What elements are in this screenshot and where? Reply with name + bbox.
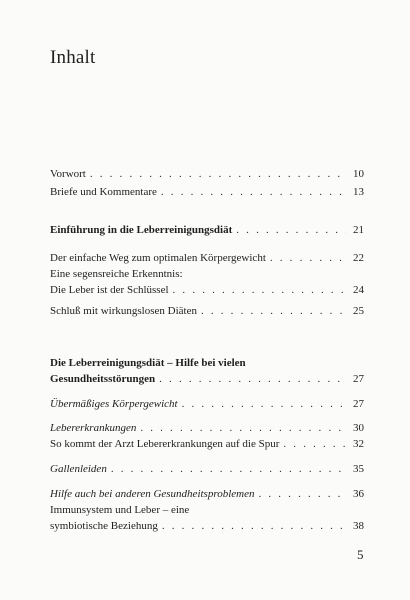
dot-leader [90, 166, 346, 182]
dot-leader [159, 371, 346, 387]
toc-entry-title: Vorwort [50, 168, 86, 180]
toc-section-title: Gesundheitsstörungen [50, 373, 156, 385]
toc-entry-briefe[interactable] [50, 184, 364, 200]
toc-entry-page: 32 [353, 438, 364, 450]
page-title: Inhalt [50, 47, 96, 68]
toc-entry-title: Die Leber ist der Schlüssel [50, 284, 169, 296]
dot-leader [258, 486, 346, 502]
dot-leader [111, 461, 346, 477]
toc-entry-page: 36 [353, 488, 364, 500]
toc-entry-page: 35 [353, 463, 364, 475]
dot-leader [140, 420, 346, 436]
toc-entry-title: Übermäßiges Körpergewicht [50, 398, 178, 410]
toc-entry-page: 10 [353, 168, 364, 180]
toc-entry-arzt[interactable] [50, 436, 364, 452]
toc-entry-title-line1: Eine segensreiche Erkenntnis: [50, 268, 183, 280]
toc-entry-page: 13 [353, 186, 364, 198]
toc-entry-title: Lebererkrankungen [50, 422, 137, 434]
toc-entry-hilfe-anderen[interactable] [50, 486, 364, 502]
toc-entry-title: symbiotische Beziehung [50, 520, 158, 532]
toc-section-title: Einführung in die Leberreinigungsdiät [50, 224, 233, 236]
dot-leader [201, 303, 346, 319]
toc-entry-title: Briefe und Kommentare [50, 186, 157, 198]
toc-entry-uebermaessig[interactable] [50, 396, 364, 412]
dot-leader [161, 184, 346, 200]
toc-entry-title: Der einfache Weg zum optimalen Körpergewicht [50, 252, 266, 264]
toc-entry-immunsystem[interactable] [50, 502, 364, 534]
toc-entry-einfuehrung[interactable] [50, 222, 364, 238]
dot-leader [236, 222, 346, 238]
toc-entry-page: 30 [353, 422, 364, 434]
table-of-contents [50, 166, 364, 534]
toc-entry-koerpergewicht[interactable] [50, 250, 364, 266]
dot-leader [283, 436, 346, 452]
toc-entry-page: 38 [353, 520, 364, 532]
toc-entry-title: Schluß mit wirkungslosen Diäten [50, 305, 197, 317]
toc-entry-page: 22 [353, 252, 364, 264]
toc-entry-page: 24 [353, 284, 364, 296]
dot-leader [270, 250, 346, 266]
toc-entry-lebererkrankungen[interactable] [50, 420, 364, 436]
dot-leader [173, 282, 346, 298]
toc-entry-title-line1: Immunsystem und Leber – eine [50, 504, 190, 516]
toc-entry-page: 27 [353, 398, 364, 410]
toc-entry-title: So kommt der Arzt Lebererkrankungen auf die Spur [50, 438, 280, 450]
toc-entry-erkenntnis[interactable] [50, 266, 364, 298]
dot-leader [182, 396, 346, 412]
toc-entry-title: Gallenleiden [50, 463, 107, 475]
page-number: 5 [357, 547, 364, 562]
toc-entry-vorwort[interactable] [50, 166, 364, 182]
toc-entry-page: 25 [353, 305, 364, 317]
toc-entry-gallenleiden[interactable] [50, 461, 364, 477]
dot-leader [162, 518, 346, 534]
toc-section-title-line1: Die Leberreinigungsdiät – Hilfe bei vielen [50, 357, 246, 369]
toc-entry-title: Hilfe auch bei anderen Gesundheitsproblemen [50, 488, 255, 500]
toc-entry-page: 27 [353, 373, 364, 385]
toc-entry-diaeten[interactable] [50, 303, 364, 319]
toc-entry-hilfe-section[interactable] [50, 355, 364, 387]
toc-entry-page: 21 [353, 224, 364, 236]
